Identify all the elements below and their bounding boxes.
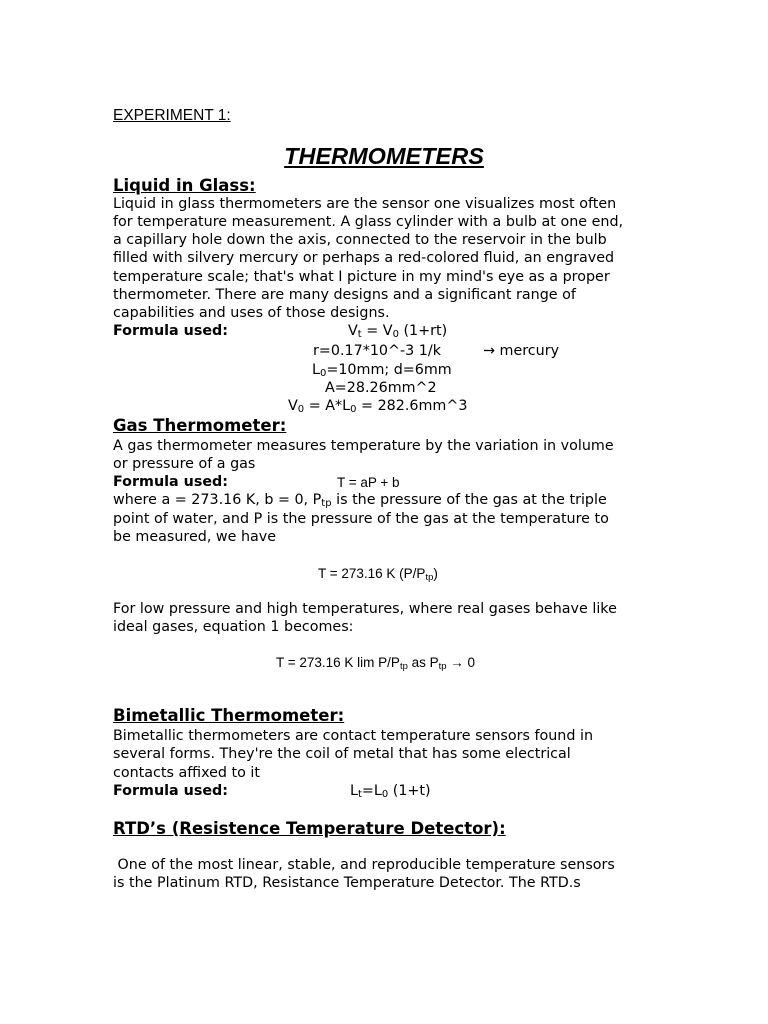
liquid-paragraph-line: a capillary hole down the axis, connected to the reservoir in the bulb bbox=[113, 232, 607, 248]
gas-low-pressure-line: For low pressure and high temperatures, where real gases behave like bbox=[113, 601, 617, 617]
bimetal-paragraph-line: contacts affixed to it bbox=[113, 765, 260, 781]
liquid-paragraph-line: thermometer. There are many designs and a significant range of bbox=[113, 287, 576, 303]
formula-length: $L_0=10mm$; d=6mm bbox=[312, 362, 452, 379]
section-heading-liquid-in-glass: Liquid in Glass: bbox=[113, 176, 256, 195]
formula-gas-linear: T = aP + b bbox=[337, 475, 400, 490]
formula-area: A=28.26mm^2 bbox=[325, 380, 437, 396]
liquid-paragraph-line: temperature scale; that's what I picture in my mind's eye as a proper bbox=[113, 269, 610, 285]
experiment-label: EXPERIMENT 1: bbox=[113, 107, 231, 124]
formula-volume-expansion: $V_t = V_0$ (1+rt) bbox=[348, 323, 448, 340]
formula-mercury-note: → mercury bbox=[483, 343, 560, 359]
formula-label: Formula used: bbox=[113, 323, 228, 339]
gas-where-line: point of water, and P is the pressure of the gas at the temperature to bbox=[113, 511, 609, 527]
formula-label: Formula used: bbox=[113, 474, 228, 490]
liquid-paragraph-line: Liquid in glass thermometers are the sensor one visualizes most often bbox=[113, 196, 617, 212]
section-heading-rtd: RTD’s (Resistence Temperature Detector): bbox=[113, 819, 506, 838]
equation-gas-temperature: T = 273.16 K $(P/P_{tp})$ bbox=[318, 566, 438, 583]
rtd-paragraph-line: One of the most linear, stable, and reproducible temperature sensors bbox=[113, 857, 615, 873]
bimetal-paragraph-line: Bimetallic thermometers are contact temperature sensors found in bbox=[113, 728, 593, 744]
liquid-paragraph-line: capabilities and uses of those designs. bbox=[113, 305, 390, 321]
page-title: THERMOMETERS bbox=[284, 143, 484, 169]
liquid-paragraph-line: filled with silvery mercury or perhaps a red-colored fluid, an engraved bbox=[113, 250, 615, 266]
rtd-paragraph-line: is the Platinum RTD, Resistance Temperature Detector. The RTD.s bbox=[113, 875, 581, 891]
gas-paragraph-line: A gas thermometer measures temperature by the variation in volume bbox=[113, 438, 614, 454]
formula-label: Formula used: bbox=[113, 783, 228, 799]
gas-where-line: be measured, we have bbox=[113, 529, 277, 545]
formula-linear-expansion: $L_t=L_0$ (1+t) bbox=[350, 783, 431, 800]
formula-coefficient: r=0.17*10^-3 1/k bbox=[313, 343, 442, 359]
section-heading-gas-thermometer: Gas Thermometer: bbox=[113, 416, 287, 435]
formula-volume: $V_0 = A*L_0$ = 282.6mm^3 bbox=[288, 398, 468, 415]
bimetal-paragraph-line: several forms. They're the coil of metal that has some electrical bbox=[113, 746, 571, 762]
section-heading-bimetallic: Bimetallic Thermometer: bbox=[113, 706, 345, 725]
gas-where-line: where a = 273.16 K, b = 0, $P_{tp}$ is the pressure of the gas at the triple bbox=[113, 492, 607, 509]
equation-gas-limit: T = 273.16 K $\lim P/P_{tp}$ as $P_{tp} \to 0$ bbox=[276, 655, 475, 672]
liquid-paragraph-line: for temperature measurement. A glass cylinder with a bulb at one end, bbox=[113, 214, 624, 230]
gas-low-pressure-line: ideal gases, equation 1 becomes: bbox=[113, 619, 354, 635]
gas-paragraph-line: or pressure of a gas bbox=[113, 456, 256, 472]
